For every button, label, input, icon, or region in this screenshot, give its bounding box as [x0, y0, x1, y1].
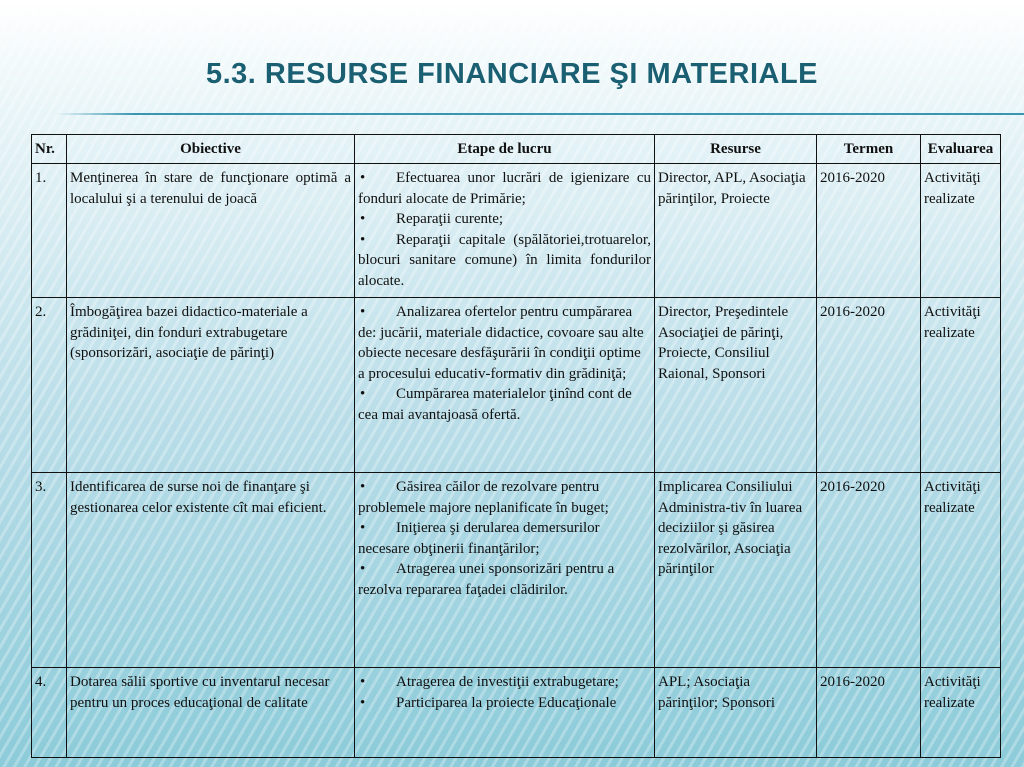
cell-obiective: Menţinerea în stare de funcţionare optimă a localului şi a terenului de joacă: [67, 164, 355, 298]
step-text: Atragerea unei sponsorizări pentru a rezolva repararea faţadei clădirilor.: [358, 561, 615, 598]
cell-evaluarea: Activităţi realizate: [921, 164, 1001, 298]
bullet-icon: •: [360, 386, 366, 402]
step-text: Găsirea căilor de rezolvare pentru problemele majore neplanificate în buget;: [358, 479, 609, 516]
bullet-icon: •: [360, 694, 366, 711]
table-row: [32, 164, 1001, 298]
bullet-icon: •: [360, 561, 366, 577]
step-item: [358, 559, 651, 600]
table-header-row: [32, 135, 1001, 164]
title-underline: [56, 113, 1024, 115]
bullet-icon: •: [360, 304, 366, 320]
cell-nr: 3.: [32, 473, 67, 668]
bullet-icon: •: [360, 479, 366, 495]
cell-termen: 2016-2020: [817, 164, 921, 298]
step-text: Cumpărarea materialelor ţinînd cont de cea mai avantajoasă ofertă.: [358, 386, 632, 423]
header-obiective: Obiective: [67, 135, 355, 164]
cell-resurse: Director, Preşedintele Asociaţiei de părinţi, Proiecte, Consiliul Raional, Sponsori: [655, 298, 817, 473]
cell-resurse: Implicarea Consiliului Administra-tiv în luarea deciziilor şi găsirea rezolvărilor, Asociaţia părinţilor: [655, 473, 817, 668]
bullet-icon: •: [360, 231, 366, 248]
cell-etape: [355, 298, 655, 473]
step-item: [358, 477, 651, 518]
step-text: Analizarea ofertelor pentru cumpărarea de: jucării, materiale didactice, covoare sau alte obiecte necesare desfăşurării în condiţii optime a procesului educativ-formativ din grădiniţă;: [358, 304, 644, 382]
header-resurse: Resurse: [655, 135, 817, 164]
bullet-icon: •: [360, 674, 366, 690]
cell-evaluarea: Activităţi realizate: [921, 473, 1001, 668]
cell-termen: 2016-2020: [817, 668, 921, 758]
step-item: [358, 230, 651, 292]
cell-evaluarea: Activităţi realizate: [921, 298, 1001, 473]
header-termen: Termen: [817, 135, 921, 164]
cell-obiective: Identificarea de surse noi de finanţare şi gestionarea celor existente cît mai eficient.: [67, 473, 355, 668]
step-item: [358, 168, 651, 209]
step-text: Efectuarea unor lucrări de igienizare cu fonduri alocate de Primărie;: [358, 170, 651, 207]
step-item: [358, 209, 651, 230]
header-etape: Etape de lucru: [355, 135, 655, 164]
step-text: Atragerea de investiţii extrabugetare;: [396, 674, 619, 690]
cell-nr: 4.: [32, 668, 67, 758]
slide-title: 5.3. RESURSE FINANCIARE ŞI MATERIALE: [205, 58, 819, 90]
resources-table-container: [31, 134, 1000, 758]
bullet-icon: •: [360, 211, 366, 227]
table-row: [32, 298, 1001, 473]
step-text: Participarea la proiecte Educaţionale: [396, 694, 617, 711]
cell-termen: 2016-2020: [817, 298, 921, 473]
cell-resurse: APL; Asociaţia părinţilor; Sponsori: [655, 668, 817, 758]
cell-etape: [355, 668, 655, 758]
header-nr: Nr.: [32, 135, 67, 164]
cell-evaluarea: Activităţi realizate: [921, 668, 1001, 758]
step-item: [358, 672, 651, 693]
step-item: [358, 302, 651, 384]
table-row: [32, 473, 1001, 668]
step-text: Reparaţii capitale (spălătoriei,trotuarelor, blocuri sanitare comune) în limita fondurilor alocate.: [358, 231, 651, 289]
cell-nr: 1.: [32, 164, 67, 298]
cell-obiective: Îmbogăţirea bazei didactico-materiale a grădiniţei, din fonduri extrabugetare (sponsorizări, asociaţie de părinţi): [67, 298, 355, 473]
bullet-icon: •: [360, 170, 366, 186]
step-text: Iniţierea şi derularea demersurilor necesare obţinerii finanţărilor;: [358, 520, 600, 557]
step-item: [358, 693, 651, 714]
cell-etape: [355, 473, 655, 668]
table-row: [32, 668, 1001, 758]
step-text: Reparaţii curente;: [396, 211, 504, 227]
step-item: [358, 384, 651, 425]
bullet-icon: •: [360, 520, 366, 536]
cell-obiective: Dotarea sălii sportive cu inventarul necesar pentru un proces educaţional de calitate: [67, 668, 355, 758]
cell-termen: 2016-2020: [817, 473, 921, 668]
header-evaluarea: Evaluarea: [921, 135, 1001, 164]
cell-nr: 2.: [32, 298, 67, 473]
resources-table: [31, 134, 1001, 758]
cell-resurse: Director, APL, Asociaţia părinţilor, Proiecte: [655, 164, 817, 298]
cell-etape: [355, 164, 655, 298]
step-item: [358, 518, 651, 559]
